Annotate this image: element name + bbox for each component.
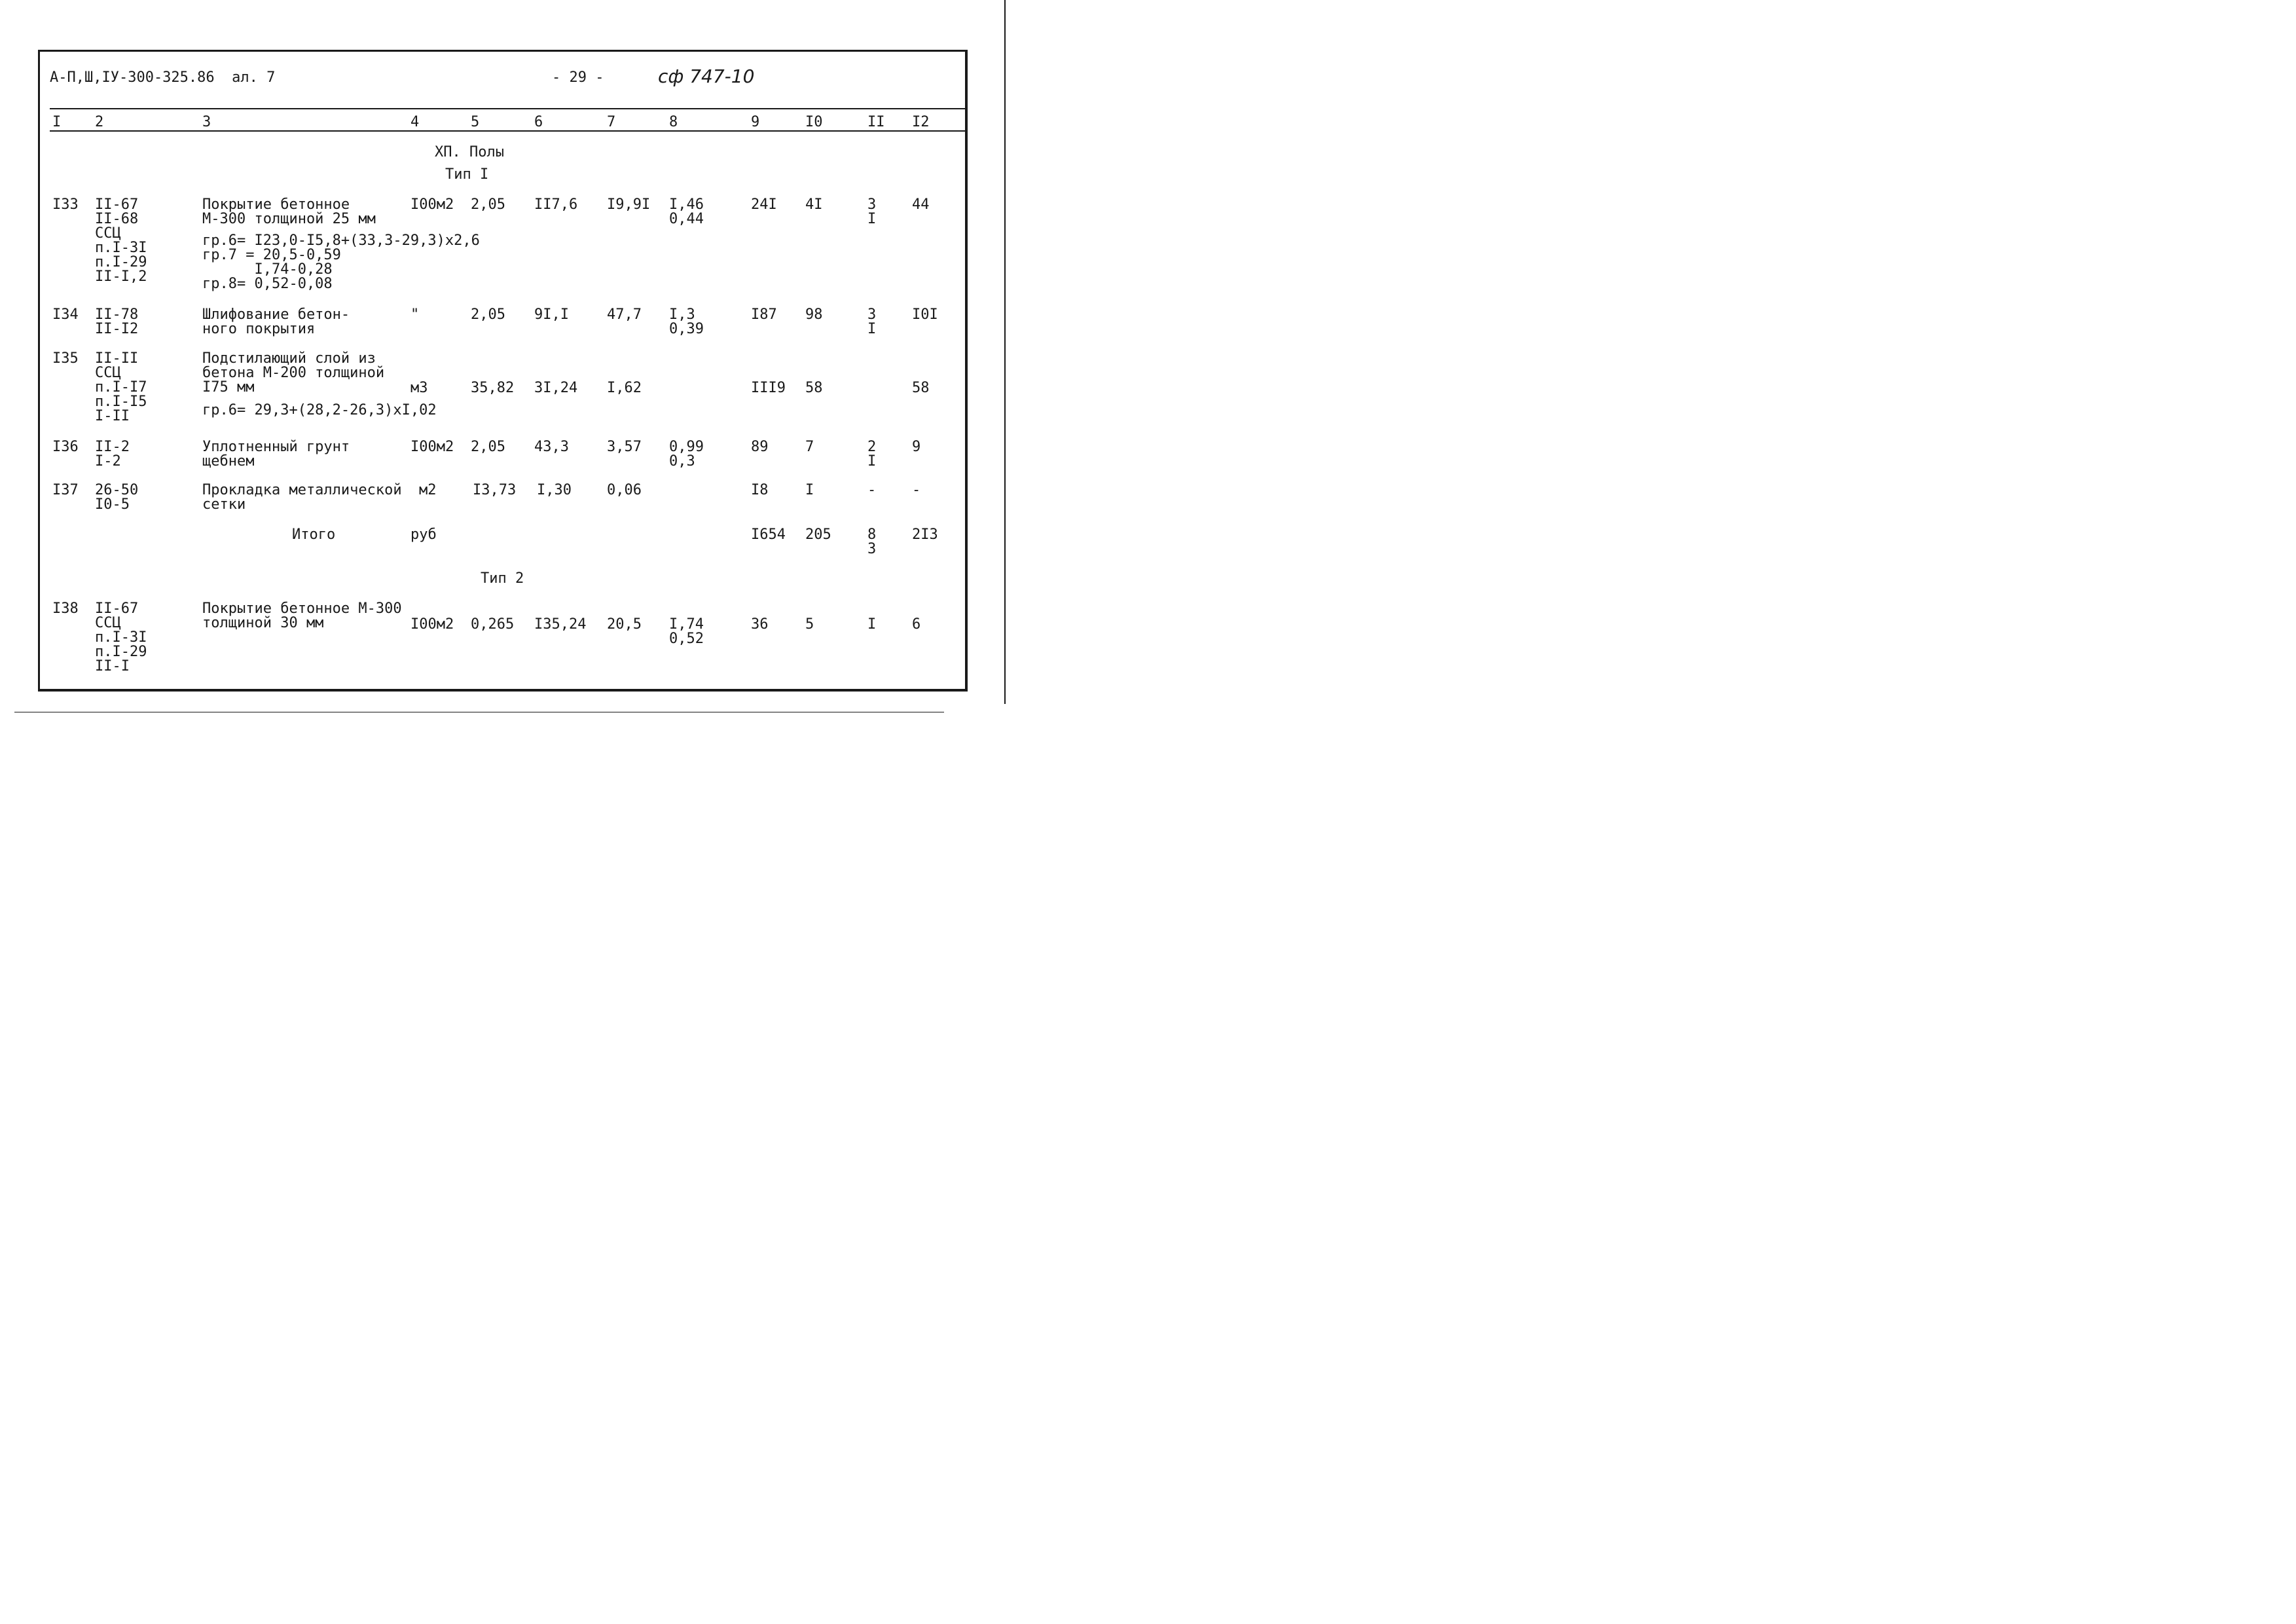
column-header: 9 [751,114,760,130]
col10-value: 205 [805,526,831,543]
total-cost: 36 [751,616,769,633]
row-number: I33 [52,196,79,213]
unit: м2 [419,482,437,498]
col8-value: I,3 0,39 [669,306,704,337]
col7-value: 47,7 [607,306,642,323]
col10-value: 5 [805,616,814,633]
right-page-edge [1004,0,1006,704]
row-number: I34 [52,306,79,323]
unit: I00м2 [410,616,454,633]
col7-value: 20,5 [607,616,642,633]
section-title: ХП. Полы [435,144,504,160]
col7-value: 3,57 [607,439,642,455]
col11-value: - [867,482,877,498]
norm-code: II-78 II-I2 [95,306,139,337]
unit-cost: I,30 [537,482,572,498]
column-header: 7 [607,114,616,130]
quantity: 2,05 [471,439,505,455]
col10-value: 7 [805,439,814,455]
col10-value: 98 [805,306,823,323]
work-description: Покрытие бетонное М-300 толщиной 30 мм [202,600,402,631]
col12-value: 44 [912,196,930,213]
column-header: 5 [471,114,480,130]
unit: " [410,306,420,323]
row-number: I38 [52,600,79,617]
row-number: I36 [52,439,79,455]
col10-value: 58 [805,380,823,396]
col12-value: 58 [912,380,930,396]
work-description: Уплотненный грунт щебнем [202,439,350,470]
unit-cost: I35,24 [534,616,587,633]
col11-value: 3 I [867,306,877,337]
col8-value: I,46 0,44 [669,196,704,227]
calculation-note: гр.6= I23,0-I5,8+(33,3-29,3)х2,6 гр.7 = 20,5-0,59 I,74-0,28 гр.8= 0,52-0,08 [202,232,480,292]
page-number: - 29 - [552,69,604,86]
col7-value: 0,06 [607,482,642,498]
total-cost: I654 [751,526,786,543]
quantity: I3,73 [473,482,517,498]
column-header: 8 [669,114,678,130]
unit-cost: II7,6 [534,196,578,213]
total-cost: 89 [751,439,769,455]
total-label: Итого [292,526,336,543]
col11-value: 2 I [867,439,877,470]
col12-value: 9 [912,439,921,455]
document-code: А-П,Ш,IУ-300-325.86 ал. 7 [50,69,276,86]
col7-value: I,62 [607,380,642,396]
header-rule-bottom [50,130,966,132]
row-number: I35 [52,350,79,367]
total-cost: III9 [751,380,786,396]
unit-cost: 43,3 [534,439,569,455]
norm-code: II-67 II-68 ССЦ п.I-3I п.I-29 II-I,2 [95,196,147,285]
column-header: I0 [805,114,823,130]
total-cost: 24I [751,196,777,213]
col10-value: 4I [805,196,823,213]
row-number: I37 [52,482,79,498]
total-cost: I8 [751,482,769,498]
column-header: I2 [912,114,930,130]
norm-code: II-67 ССЦ п.I-3I п.I-29 II-I [95,600,147,674]
column-header: II [867,114,885,130]
unit: I00м2 [410,439,454,455]
col11-value: 3 I [867,196,877,227]
col12-value: 6 [912,616,921,633]
col12-value: I0I [912,306,938,323]
unit: руб [410,526,437,543]
col8-value: 0,99 0,3 [669,439,704,470]
quantity: 35,82 [471,380,515,396]
norm-code: II-II ССЦ п.I-I7 п.I-I5 I-II [95,350,147,424]
work-description: Прокладка металлической сетки [202,482,402,513]
quantity: 2,05 [471,306,505,323]
section-subtitle: Тип I [445,166,489,183]
stamp-number: сф 747-10 [658,65,755,87]
work-description: Покрытие бетонное М-300 толщиной 25 мм [202,196,376,227]
column-header: I [52,114,62,130]
work-description: Подстилающий слой из бетона М-200 толщиной I75 мм [202,350,385,396]
col7-value: I9,9I [607,196,651,213]
norm-code: 26-50 I0-5 [95,482,139,513]
col11-value: I [867,616,877,633]
quantity: 2,05 [471,196,505,213]
work-description: Шлифование бетон- ного покрытия [202,306,350,337]
unit-cost: 3I,24 [534,380,578,396]
total-cost: I87 [751,306,777,323]
col10-value: I [805,482,814,498]
unit: I00м2 [410,196,454,213]
col8-value: I,74 0,52 [669,616,704,647]
column-header: 2 [95,114,104,130]
quantity: 0,265 [471,616,515,633]
norm-code: II-2 I-2 [95,439,130,470]
unit: м3 [410,380,428,396]
unit-cost: 9I,I [534,306,569,323]
column-header: 6 [534,114,543,130]
col11-value: 8 3 [867,526,877,557]
calculation-note: гр.6= 29,3+(28,2-26,3)хI,02 [202,402,437,418]
column-header: 3 [202,114,211,130]
column-header: 4 [410,114,420,130]
header-rule-top [50,108,966,109]
col12-value: - [912,482,921,498]
col12-value: 2I3 [912,526,938,543]
section-subtitle: Тип 2 [481,570,524,587]
